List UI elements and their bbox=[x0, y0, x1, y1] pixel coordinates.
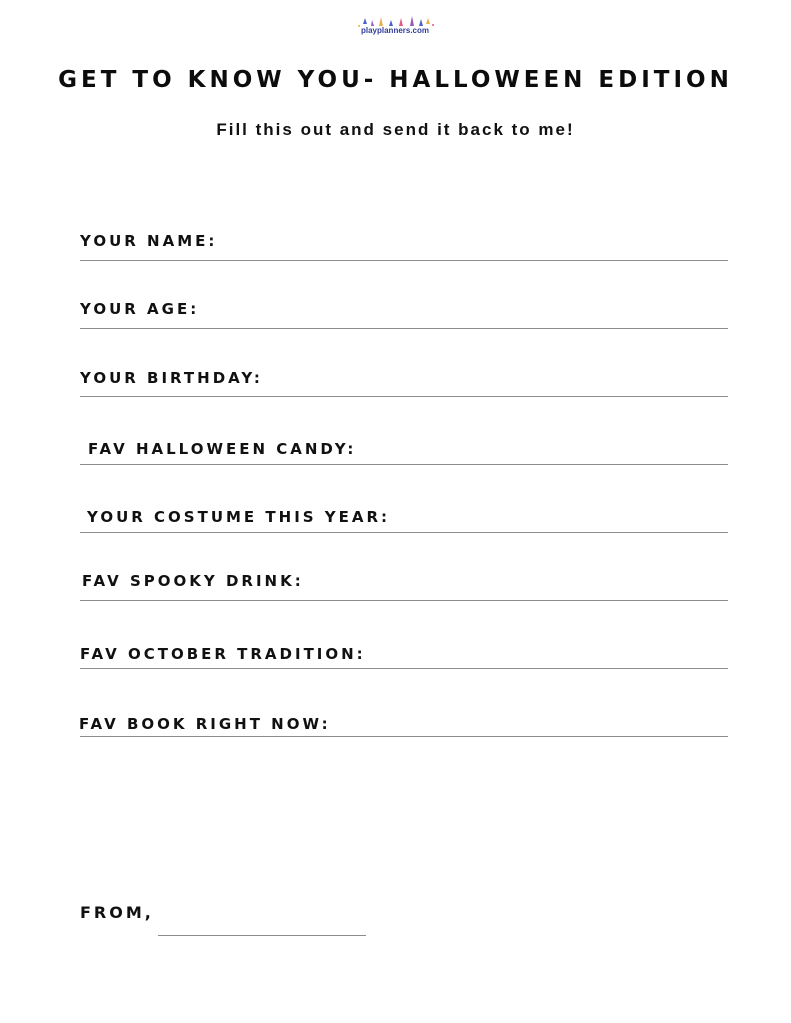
answer-line[interactable] bbox=[80, 668, 728, 669]
field-your-name[interactable] bbox=[80, 228, 728, 262]
answer-line[interactable] bbox=[80, 260, 728, 261]
field-fav-october-tradition[interactable] bbox=[80, 636, 728, 670]
signature-line[interactable] bbox=[158, 935, 366, 936]
page-title: GET TO KNOW YOU- HALLOWEEN EDITION bbox=[58, 67, 733, 93]
field-label: YOUR NAME: bbox=[80, 232, 218, 250]
answer-line[interactable] bbox=[80, 532, 728, 533]
answer-line[interactable] bbox=[80, 736, 728, 737]
field-label: FAV BOOK RIGHT NOW: bbox=[79, 715, 331, 733]
field-your-costume[interactable] bbox=[80, 500, 728, 534]
field-label: FAV OCTOBER TRADITION: bbox=[80, 645, 366, 663]
answer-line[interactable] bbox=[80, 464, 728, 465]
logo-text: playplanners.com bbox=[360, 26, 430, 35]
field-label: FAV HALLOWEEN CANDY: bbox=[88, 440, 357, 458]
field-label: YOUR AGE: bbox=[80, 300, 200, 318]
answer-line[interactable] bbox=[80, 600, 728, 601]
from-label: FROM, bbox=[80, 903, 154, 922]
field-label: YOUR COSTUME THIS YEAR: bbox=[87, 508, 391, 526]
page-subtitle: Fill this out and send it back to me! bbox=[216, 120, 575, 139]
site-logo bbox=[355, 14, 435, 40]
answer-line[interactable] bbox=[80, 328, 728, 329]
field-your-birthday[interactable] bbox=[80, 364, 728, 398]
field-fav-spooky-drink[interactable] bbox=[80, 568, 728, 602]
field-label: FAV SPOOKY DRINK: bbox=[82, 572, 304, 590]
field-fav-halloween-candy[interactable] bbox=[80, 432, 728, 466]
field-your-age[interactable] bbox=[80, 296, 728, 330]
field-label: YOUR BIRTHDAY: bbox=[80, 369, 263, 387]
field-fav-book-right-now[interactable] bbox=[80, 704, 728, 738]
answer-line[interactable] bbox=[80, 396, 728, 397]
